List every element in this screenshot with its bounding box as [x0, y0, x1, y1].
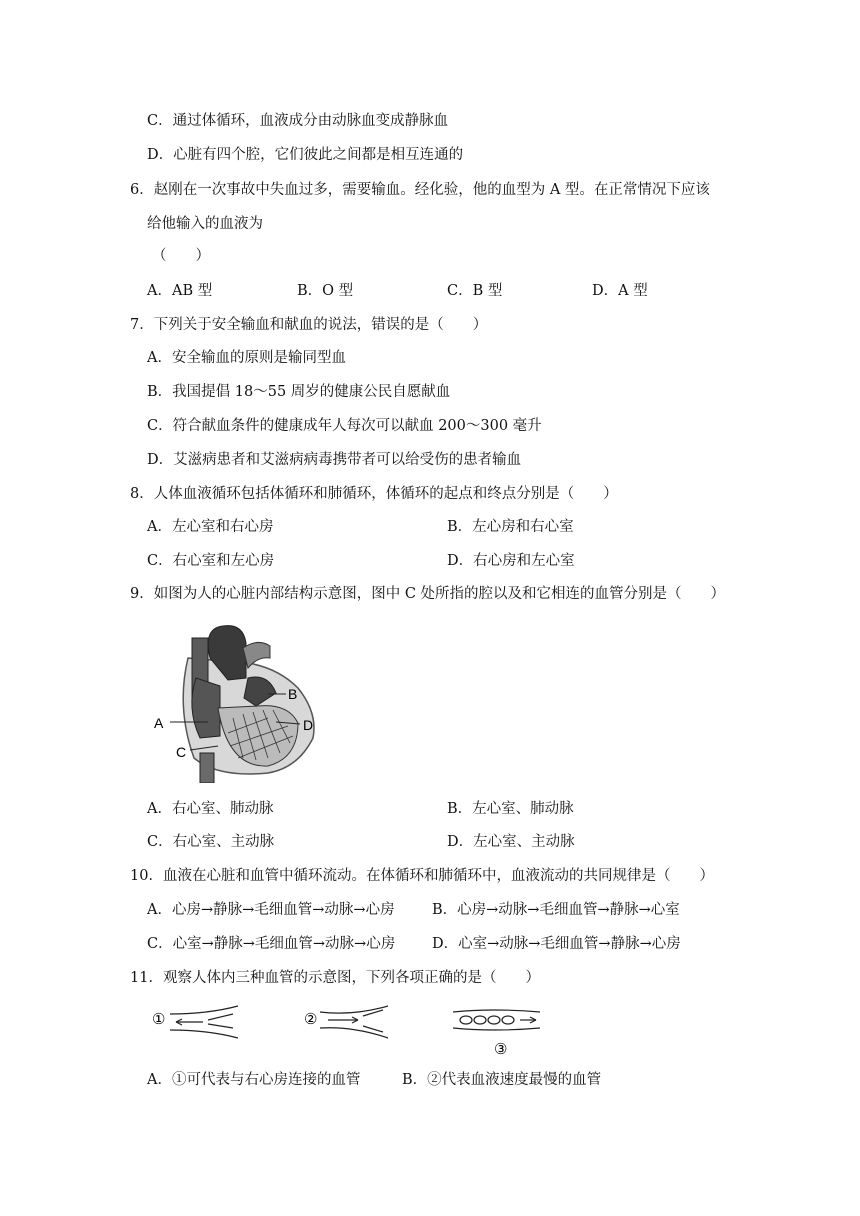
- q10-option-b: B．心房→动脉→毛细血管→静脉→心室: [432, 902, 680, 918]
- q9-option-c: C．右心室、主动脉: [147, 834, 275, 850]
- q8-stem: 8．人体血液循环包括体循环和肺循环，体循环的起点和终点分别是（ ）: [130, 486, 618, 502]
- q7-stem: 7．下列关于安全输血和献血的说法，错误的是（ ）: [130, 317, 488, 333]
- q10-option-d: D．心室→动脉→毛细血管→静脉→心房: [432, 936, 681, 952]
- q8-option-c: C．右心室和左心房: [147, 553, 275, 569]
- vessel-3-icon: [453, 1010, 540, 1030]
- q11-option-b: B．②代表血液速度最慢的血管: [402, 1072, 602, 1088]
- blood-vessel-diagrams: [148, 1002, 558, 1060]
- q6-option-a: A．AB 型: [147, 283, 213, 299]
- q10-stem: 10．血液在心脏和血管中循环流动。在体循环和肺循环中，血液流动的共同规律是（ ）: [130, 868, 714, 884]
- q6-stem-line1: 6．赵刚在一次事故中失血过多，需要输血。经化验，他的血型为 A 型。在正常情况下应该: [130, 182, 710, 198]
- q6-option-b: B．O 型: [297, 283, 354, 299]
- vessel-1-label: ①: [152, 1011, 166, 1028]
- q8-option-b: B．左心房和右心室: [447, 519, 574, 535]
- q7-option-b: B．我国提倡 18～55 周岁的健康公民自愿献血: [147, 384, 451, 400]
- q6-option-d: D．A 型: [592, 283, 648, 299]
- vessel-2-icon: [320, 1006, 388, 1038]
- heart-label-a: A: [154, 715, 164, 731]
- vessel-2-label: ②: [304, 1011, 318, 1028]
- q11-stem: 11．观察人体内三种血管的示意图，下列各项正确的是（ ）: [130, 970, 540, 986]
- q9-option-b: B．左心室、肺动脉: [447, 801, 574, 817]
- q6-answer-blank: （ ）: [152, 248, 210, 264]
- vessel-3-label: ③: [494, 1041, 508, 1058]
- q10-option-a: A．心房→静脉→毛细血管→动脉→心房: [147, 902, 395, 918]
- q7-option-d: D．艾滋病患者和艾滋病病毒携带者可以给受伤的患者输血: [147, 452, 522, 468]
- q9-option-a: A．右心室、肺动脉: [147, 801, 274, 817]
- q6-stem-line2: 给他输入的血液为: [147, 216, 263, 232]
- q7-option-c: C．符合献血条件的健康成年人每次可以献血 200～300 毫升: [147, 418, 542, 434]
- q9-option-d: D．左心室、主动脉: [447, 834, 575, 850]
- q5-option-c: C．通过体循环，血液成分由动脉血变成静脉血: [147, 113, 449, 129]
- q10-option-c: C．心室→静脉→毛细血管→动脉→心房: [147, 936, 396, 952]
- q7-option-a: A．安全输血的原则是输同型血: [147, 350, 346, 366]
- heart-label-b: B: [288, 686, 298, 702]
- q8-option-d: D．右心房和左心室: [447, 553, 575, 569]
- heart-label-c: C: [176, 744, 187, 760]
- heart-label-d: D: [303, 717, 314, 733]
- q5-option-d: D．心脏有四个腔，它们彼此之间都是相互连通的: [147, 147, 464, 163]
- q8-option-a: A．左心室和右心房: [147, 519, 274, 535]
- q11-option-a: A．①可代表与右心房连接的血管: [147, 1072, 361, 1088]
- heart-diagram: [148, 618, 328, 783]
- vessel-1-icon: [170, 1006, 238, 1038]
- q6-option-c: C．B 型: [447, 283, 503, 299]
- q9-stem: 9．如图为人的心脏内部结构示意图，图中 C 处所指的腔以及和它相连的血管分别是（ ）: [130, 586, 726, 602]
